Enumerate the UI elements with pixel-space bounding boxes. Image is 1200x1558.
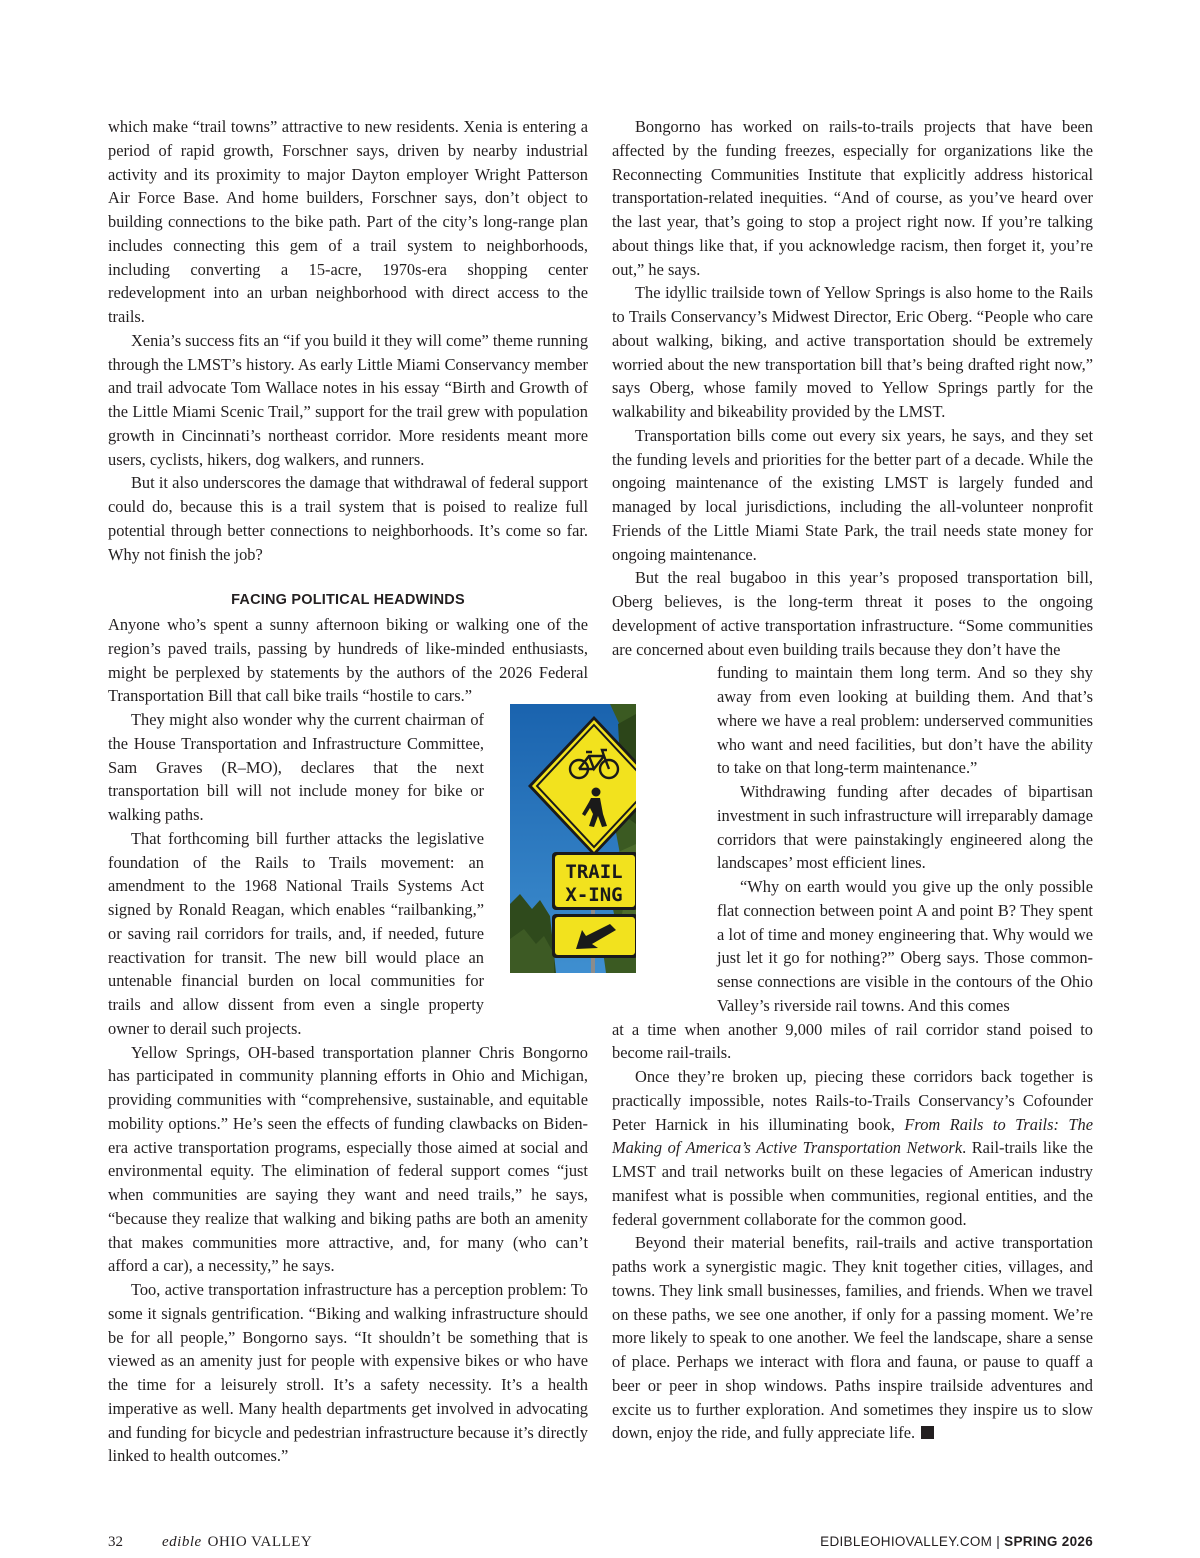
- paragraph-text: Beyond their material benefits, rail-trails and active transportation paths work a synergistic magic. They knit together cities, villages, and towns. They link small businesses, families, and friends. When we travel on these paths, we see one another, if only for a passing moment. We’re more likely to speak to one another. We feel the landscape, share a sense of place. Perhaps we interact with flora and fauna, or pause to quaff a beer or peer in shop windows. Paths inspire trailside adventures and excite us to further exploration. And sometimes they inspire us to slow down, enjoy the ride, and fully appreciate life.: [612, 1233, 1093, 1443]
- paragraph: “Why on earth would you give up the only possible flat connection between point A and point B? They spent a lot of time and money engineering that. Why would we just let it go for nothing?” Oberg says. Those common-sense connections are visible in the contours of the Ohio Valley’s riverside rail towns. And this comes: [717, 877, 1093, 1015]
- sign-text-trail: TRAIL: [565, 861, 623, 883]
- paragraph: Too, active transportation infrastructure has a perception problem: To some it signals gentrification. “Biking and walking infrastructure should be for all people,” Bongorno says. “It shouldn’t be something that is viewed as an amenity just for people with expensive bikes or who have the time for a leisurely stroll. It’s a safety necessity. It’s a health imperative as well. Many health departments get involved in advocating and funding for bicycle and pedestrian infrastructure because it’s directly linked to health outcomes.”: [108, 1280, 588, 1466]
- paragraph: Bongorno has worked on rails-to-trails projects that have been affected by the funding freezes, especially for organizations like the Reconnecting Communities Institute that explicitly address historical transportation-related inequities. “And of course, as you’ve heard over the last year, that’s going to stop a project right now. If you’re talking about things like that, if you acknowledge racism, then forget it, you’re out,” he says.: [612, 117, 1093, 279]
- footer-site-issue: [820, 1534, 1093, 1549]
- paragraph: That forthcoming bill further attacks the legislative foundation of the Rails to Trails movement: an amendment to the 1968 National Trails Systems Act signed by Ronald Reagan, which enables “railbanking,” or saving rail corridors for trails, and, if needed, future reactivation for transit. The new bill would place an untenable financial burden on local communities for trails and allow dissent from even a single property owner to derail such projects.: [108, 828, 484, 1038]
- publication-name-region: OHIO VALLEY: [207, 1534, 313, 1550]
- section-heading: FACING POLITICAL HEADWINDS: [231, 592, 465, 609]
- paragraph: The idyllic trailside town of Yellow Springs is also home to the Rails to Trails Conservancy’s Midwest Director, Eric Oberg. “People who care about walking, biking, and active transportation should be extremely worried about the new transportation bill that’s being drafted right now,” says Oberg, whose family moved to Yellow Springs partly for the walkability and bikeability provided by the LMST.: [612, 283, 1093, 421]
- sign-text-xing: X-ING: [565, 884, 623, 906]
- paragraph: But it also underscores the damage that withdrawal of federal support could do, because this is a trail system that is poised to realize full potential through better connections to neighborhoods. It’s come so far. Why not finish the job?: [108, 473, 588, 564]
- paragraph: Anyone who’s spent a sunny afternoon biking or walking one of the region’s paved trails, passing by hundreds of like-minded enthusiasts, might be perplexed by statements by the authors of the 2026 Federal Transportation Bill that call bike trails “hostile to cars.”: [108, 615, 588, 706]
- paragraph: They might also wonder why the current chairman of the House Transportation and Infrastructure Committee, Sam Graves (R–MO), declares that the next transportation bill will not include money for bike or walking paths.: [108, 710, 484, 824]
- publication-name-edible: edible: [162, 1534, 202, 1550]
- paragraph: Withdrawing funding after decades of bipartisan investment in such infrastructure will irreparably damage corridors that were painstakingly engineered along the landscapes’ most efficient lines.: [717, 782, 1093, 873]
- paragraph: funding to maintain them long term. And so they shy away from even looking at building them. And that’s where we have a real problem: underserved communities who want and need facilities, but don’t have the ability to take on that long-term maintenance.”: [717, 663, 1093, 778]
- paragraph: Transportation bills come out every six years, he says, and they set the funding levels and priorities for the better part of a decade. While the ongoing maintenance of the existing LMST is largely funded and managed by local jurisdictions, including the all-volunteer nonprofit Friends of the Little Miami State Park, the trail needs state money for ongoing maintenance.: [612, 425, 1093, 564]
- separator: |: [996, 1534, 1001, 1549]
- book-title: From Rails to Trails: The Making of America’s Active Transportation Network: [612, 1114, 1094, 1158]
- page-number: 32: [108, 1534, 123, 1550]
- page-footer: [108, 1534, 1093, 1558]
- paragraph: which make “trail towns” attractive to new residents. Xenia is entering a period of rapid growth, Forschner says, driven by nearby industrial activity and its proximity to major Dayton employer Wright Patterson Air Force Base. And home builders, Forschner says, don’t object to building connections to the bike path. Part of the city’s long-range plan includes connecting this gem of a trail system to neighborhoods, including converting a 15-acre, 1970s-era shopping center redevelopment into an urban neighborhood with direct access to the trails.: [108, 117, 588, 326]
- paragraph: But the real bugaboo in this year’s proposed transportation bill, Oberg believes, is the long-term threat it poses to the ongoing development of active transportation infrastructure. “Some communities are concerned about even building trails because they don’t have the: [612, 568, 1093, 659]
- paragraph-text: Once they’re broken up, piecing these corridors back together is practically impossible, notes Rails-to-Trails Conservancy’s Cofounder Peter Harnick in his illuminating book,: [612, 1067, 1093, 1134]
- paragraph-text: . Rail-trails like the LMST and trail networks built on these legacies of American industry manifest what is possible when communities, regional entities, and the federal government collaborate for the common good.: [612, 1138, 1093, 1229]
- paragraph: Xenia’s success fits an “if you build it they will come” theme running through the LMST’s history. As early Little Miami Conservancy member and trail advocate Tom Wallace notes in his essay “Birth and Growth of the Little Miami Scenic Trail,” support for the trail grew with population growth in Cincinnati’s northeast corridor. More residents meant more users, cyclists, hikers, dog walkers, and runners.: [108, 330, 589, 469]
- paragraph: at a time when another 9,000 miles of rail corridor stand poised to become rail-trails.: [612, 1019, 1093, 1063]
- publication-name: [162, 1534, 312, 1551]
- website: EDIBLEOHIOVALLEY.COM: [820, 1534, 993, 1549]
- wrapped-text: [717, 661, 1093, 1017]
- end-mark-icon: [921, 1426, 934, 1439]
- paragraph: [612, 1231, 1093, 1445]
- paragraph: Yellow Springs, OH-based transportation planner Chris Bongorno has participated in community planning efforts in Ohio and Michigan, providing communities with “comprehensive, sustainable, and equitable mobility options.” He’s seen the effects of funding clawbacks on Biden-era active transportation programs, especially those aimed at social and environmental equity. The elimination of federal support comes “just when communities are saying they want and need trails,” he says, “because they realize that walking and biking paths are both an amenity that makes communities more attractive, and, for many (who can’t afford a car), a necessity,” he says.: [108, 1042, 588, 1276]
- right-column: [612, 115, 1093, 1445]
- paragraph: [612, 1065, 1093, 1231]
- trail-crossing-sign-photo: [510, 704, 636, 973]
- issue-label: SPRING 2026: [1004, 1534, 1093, 1549]
